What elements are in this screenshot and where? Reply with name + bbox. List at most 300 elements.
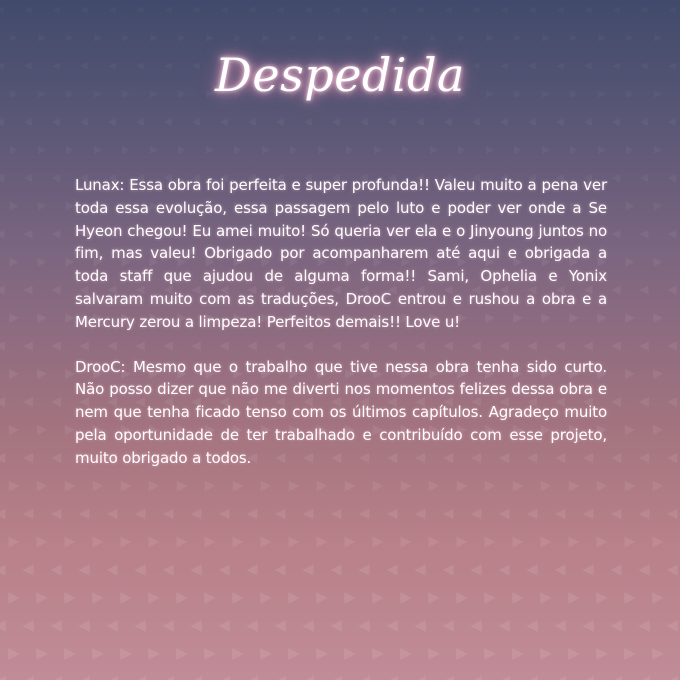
- triangle-pattern-shape: [51, 341, 61, 351]
- triangle-pattern-shape: [638, 676, 650, 680]
- triangle-pattern-shape: [79, 509, 90, 520]
- triangle-pattern-shape: [610, 620, 622, 632]
- triangle-pattern-shape: [10, 146, 18, 154]
- triangle-pattern-shape: [0, 453, 5, 463]
- triangle-pattern-shape: [304, 6, 311, 13]
- triangle-pattern-shape: [626, 202, 635, 211]
- triangle-pattern-shape: [388, 6, 395, 13]
- triangle-pattern-shape: [37, 537, 48, 548]
- triangle-pattern-shape: [64, 648, 76, 660]
- triangle-pattern-shape: [612, 118, 620, 126]
- triangle-pattern-shape: [485, 537, 496, 548]
- triangle-pattern-shape: [541, 537, 552, 548]
- triangle-pattern-shape: [23, 453, 33, 463]
- triangle-pattern-shape: [653, 537, 664, 548]
- triangle-pattern-shape: [177, 537, 188, 548]
- triangle-pattern-shape: [247, 509, 258, 520]
- triangle-pattern-shape: [38, 202, 47, 211]
- message-paragraph-drooc: DrooC: Mesmo que o trabalho que tive nessa obra tenha sido curto. Não posso dizer que não me diverti nos momentos felizes dessa obra e nem que tenha ficado tenso com os últimos capítulos. Agradeço muito pela oportunidade de ter trabalhado e contribuído com esse projeto, muito obrigado a todos.: [75, 357, 607, 467]
- triangle-pattern-shape: [484, 592, 495, 603]
- triangle-pattern-shape: [668, 230, 677, 239]
- triangle-pattern-shape: [65, 425, 75, 435]
- triangle-pattern-shape: [50, 676, 62, 680]
- triangle-pattern-shape: [162, 620, 174, 632]
- triangle-pattern-shape: [640, 230, 649, 239]
- triangle-pattern-shape: [485, 481, 496, 492]
- triangle-pattern-shape: [344, 592, 355, 603]
- triangle-pattern-shape: [303, 509, 314, 520]
- triangle-pattern-shape: [106, 564, 117, 575]
- triangle-pattern-shape: [500, 118, 508, 126]
- triangle-pattern-shape: [36, 592, 47, 603]
- triangle-pattern-shape: [316, 648, 328, 660]
- triangle-pattern-shape: [360, 118, 368, 126]
- triangle-pattern-shape: [640, 6, 647, 13]
- triangle-pattern-shape: [9, 313, 18, 322]
- triangle-pattern-shape: [626, 258, 635, 267]
- triangle-pattern-shape: [332, 118, 340, 126]
- triangle-pattern-shape: [134, 564, 145, 575]
- triangle-pattern-shape: [134, 676, 146, 680]
- triangle-pattern-shape: [330, 564, 341, 575]
- triangle-pattern-shape: [499, 509, 510, 520]
- triangle-pattern-shape: [9, 425, 19, 435]
- triangle-pattern-shape: [80, 6, 87, 13]
- triangle-pattern-shape: [0, 230, 4, 239]
- triangle-pattern-shape: [260, 592, 271, 603]
- triangle-pattern-shape: [205, 481, 216, 492]
- triangle-pattern-shape: [470, 620, 482, 632]
- triangle-pattern-shape: [218, 676, 230, 680]
- triangle-pattern-shape: [302, 620, 314, 632]
- triangle-pattern-shape: [402, 146, 410, 154]
- farewell-message: [75, 174, 607, 470]
- triangle-pattern-shape: [10, 202, 19, 211]
- triangle-pattern-shape: [302, 564, 313, 575]
- triangle-pattern-shape: [500, 6, 507, 13]
- triangle-pattern-shape: [513, 481, 524, 492]
- triangle-pattern-shape: [9, 481, 20, 492]
- triangle-pattern-shape: [106, 620, 118, 632]
- triangle-pattern-shape: [358, 620, 370, 632]
- triangle-pattern-shape: [0, 6, 4, 13]
- triangle-pattern-shape: [442, 564, 453, 575]
- triangle-pattern-shape: [401, 481, 412, 492]
- triangle-pattern-shape: [472, 6, 479, 13]
- triangle-pattern-shape: [204, 648, 216, 660]
- triangle-pattern-shape: [568, 592, 579, 603]
- triangle-pattern-shape: [374, 146, 382, 154]
- triangle-pattern-shape: [345, 537, 356, 548]
- triangle-pattern-shape: [345, 481, 356, 492]
- triangle-pattern-shape: [0, 397, 5, 407]
- triangle-pattern-shape: [569, 481, 580, 492]
- triangle-pattern-shape: [640, 174, 648, 182]
- triangle-pattern-shape: [163, 509, 174, 520]
- triangle-pattern-shape: [121, 481, 132, 492]
- triangle-pattern-shape: [274, 620, 286, 632]
- triangle-pattern-shape: [304, 118, 312, 126]
- triangle-pattern-shape: [206, 146, 214, 154]
- triangle-pattern-shape: [414, 676, 426, 680]
- triangle-pattern-shape: [472, 118, 480, 126]
- triangle-pattern-shape: [415, 509, 426, 520]
- triangle-pattern-shape: [150, 146, 158, 154]
- triangle-pattern-shape: [162, 676, 174, 680]
- triangle-pattern-shape: [190, 620, 202, 632]
- triangle-pattern-shape: [24, 230, 33, 239]
- triangle-pattern-shape: [232, 592, 243, 603]
- triangle-pattern-shape: [612, 174, 620, 182]
- triangle-pattern-shape: [22, 676, 34, 680]
- triangle-pattern-shape: [65, 369, 75, 379]
- triangle-pattern-shape: [653, 481, 664, 492]
- triangle-pattern-shape: [317, 537, 328, 548]
- triangle-pattern-shape: [120, 648, 132, 660]
- triangle-pattern-shape: [92, 592, 103, 603]
- triangle-pattern-shape: [108, 118, 116, 126]
- triangle-pattern-shape: [346, 146, 354, 154]
- triangle-pattern-shape: [289, 537, 300, 548]
- triangle-pattern-shape: [470, 676, 482, 680]
- triangle-pattern-shape: [540, 648, 552, 660]
- triangle-pattern-shape: [639, 285, 648, 294]
- triangle-pattern-shape: [64, 592, 75, 603]
- triangle-pattern-shape: [36, 648, 48, 660]
- triangle-pattern-shape: [10, 258, 19, 267]
- triangle-pattern-shape: [386, 620, 398, 632]
- triangle-pattern-shape: [458, 146, 466, 154]
- triangle-pattern-shape: [554, 564, 565, 575]
- triangle-pattern-shape: [667, 285, 676, 294]
- triangle-pattern-shape: [317, 481, 328, 492]
- triangle-pattern-shape: [416, 6, 423, 13]
- triangle-pattern-shape: [528, 118, 536, 126]
- triangle-pattern-shape: [610, 676, 622, 680]
- triangle-pattern-shape: [52, 118, 60, 126]
- triangle-pattern-shape: [92, 648, 104, 660]
- triangle-pattern-shape: [414, 564, 425, 575]
- triangle-pattern-shape: [668, 118, 676, 126]
- triangle-pattern-shape: [527, 509, 538, 520]
- triangle-pattern-shape: [526, 564, 537, 575]
- triangle-pattern-shape: [219, 509, 230, 520]
- triangle-pattern-shape: [542, 146, 550, 154]
- triangle-pattern-shape: [568, 648, 580, 660]
- triangle-pattern-shape: [234, 146, 242, 154]
- triangle-pattern-shape: [582, 676, 594, 680]
- triangle-pattern-shape: [639, 509, 650, 520]
- triangle-pattern-shape: [248, 118, 256, 126]
- triangle-pattern-shape: [332, 6, 339, 13]
- triangle-pattern-shape: [218, 620, 230, 632]
- triangle-pattern-shape: [106, 676, 118, 680]
- triangle-pattern-shape: [400, 592, 411, 603]
- triangle-pattern-shape: [274, 564, 285, 575]
- triangle-pattern-shape: [638, 564, 649, 575]
- triangle-pattern-shape: [653, 313, 662, 322]
- triangle-pattern-shape: [50, 564, 61, 575]
- triangle-pattern-shape: [401, 537, 412, 548]
- triangle-pattern-shape: [400, 648, 412, 660]
- triangle-pattern-shape: [668, 6, 675, 13]
- triangle-pattern-shape: [526, 620, 538, 632]
- triangle-pattern-shape: [121, 537, 132, 548]
- triangle-pattern-shape: [9, 369, 19, 379]
- triangle-pattern-shape: [457, 481, 468, 492]
- triangle-pattern-shape: [0, 341, 5, 351]
- triangle-pattern-shape: [204, 592, 215, 603]
- triangle-pattern-shape: [625, 481, 636, 492]
- triangle-pattern-shape: [261, 481, 272, 492]
- triangle-pattern-shape: [428, 648, 440, 660]
- triangle-pattern-shape: [597, 537, 608, 548]
- triangle-pattern-shape: [261, 537, 272, 548]
- triangle-pattern-shape: [93, 481, 104, 492]
- triangle-pattern-shape: [484, 648, 496, 660]
- triangle-pattern-shape: [262, 146, 270, 154]
- triangle-pattern-shape: [176, 648, 188, 660]
- triangle-pattern-shape: [65, 481, 76, 492]
- triangle-pattern-shape: [625, 369, 635, 379]
- triangle-pattern-shape: [570, 146, 578, 154]
- triangle-pattern-shape: [190, 564, 201, 575]
- triangle-pattern-shape: [358, 564, 369, 575]
- triangle-pattern-shape: [38, 258, 47, 267]
- triangle-pattern-shape: [66, 202, 75, 211]
- triangle-pattern-shape: [442, 676, 454, 680]
- triangle-pattern-shape: [582, 564, 593, 575]
- triangle-pattern-shape: [289, 481, 300, 492]
- triangle-pattern-shape: [654, 258, 663, 267]
- triangle-pattern-shape: [51, 285, 60, 294]
- triangle-pattern-shape: [388, 118, 396, 126]
- triangle-pattern-shape: [358, 676, 370, 680]
- triangle-pattern-shape: [611, 285, 620, 294]
- triangle-pattern-shape: [416, 118, 424, 126]
- triangle-pattern-shape: [359, 509, 370, 520]
- triangle-pattern-shape: [429, 481, 440, 492]
- triangle-pattern-shape: [596, 648, 608, 660]
- message-paragraph-lunax: Lunax: Essa obra foi perfeita e super profunda!! Valeu muito a pena ver toda essa evolução, essa passagem pelo luto e poder ver onde a Se Hyeon chegou! Eu amei muito! Só queria ver ela e o Jinyoung juntos no fim, mas valeu! Obrigado por acompanharem até aqui e obrigada a toda staff que ajudou de alguma forma!! Sami, Ophelia e Yonix salvaram muito com as traduções, DrooC entrou e rushou a obra e a Mercury zerou a limpeza! Perfeitos demais!! Love u!: [75, 176, 607, 331]
- triangle-pattern-shape: [52, 6, 59, 13]
- triangle-pattern-shape: [37, 369, 47, 379]
- triangle-pattern-shape: [122, 146, 130, 154]
- triangle-pattern-shape: [302, 676, 314, 680]
- triangle-pattern-shape: [442, 620, 454, 632]
- triangle-pattern-shape: [498, 620, 510, 632]
- triangle-pattern-shape: [639, 397, 649, 407]
- triangle-pattern-shape: [611, 453, 621, 463]
- triangle-pattern-shape: [444, 6, 451, 13]
- triangle-pattern-shape: [625, 425, 635, 435]
- triangle-pattern-shape: [624, 648, 636, 660]
- triangle-pattern-shape: [149, 537, 160, 548]
- triangle-pattern-shape: [23, 397, 33, 407]
- triangle-pattern-shape: [471, 509, 482, 520]
- triangle-pattern-shape: [512, 648, 524, 660]
- triangle-pattern-shape: [78, 564, 89, 575]
- triangle-pattern-shape: [50, 620, 62, 632]
- triangle-pattern-shape: [37, 425, 47, 435]
- triangle-pattern-shape: [192, 118, 200, 126]
- triangle-pattern-shape: [24, 174, 32, 182]
- triangle-pattern-shape: [149, 481, 160, 492]
- triangle-pattern-shape: [288, 592, 299, 603]
- triangle-pattern-shape: [555, 509, 566, 520]
- triangle-pattern-shape: [136, 118, 144, 126]
- triangle-pattern-shape: [372, 592, 383, 603]
- triangle-pattern-shape: [667, 453, 677, 463]
- triangle-pattern-shape: [66, 258, 75, 267]
- triangle-pattern-shape: [22, 564, 33, 575]
- triangle-pattern-shape: [78, 676, 90, 680]
- triangle-pattern-shape: [176, 592, 187, 603]
- triangle-pattern-shape: [8, 648, 20, 660]
- triangle-pattern-shape: [526, 676, 538, 680]
- triangle-pattern-shape: [177, 481, 188, 492]
- triangle-pattern-shape: [290, 146, 298, 154]
- triangle-pattern-shape: [653, 369, 663, 379]
- triangle-pattern-shape: [80, 118, 88, 126]
- triangle-pattern-shape: [0, 564, 6, 575]
- triangle-pattern-shape: [37, 481, 48, 492]
- triangle-pattern-shape: [190, 676, 202, 680]
- triangle-pattern-shape: [23, 341, 33, 351]
- triangle-pattern-shape: [556, 118, 564, 126]
- triangle-pattern-shape: [652, 592, 663, 603]
- triangle-pattern-shape: [640, 118, 648, 126]
- triangle-pattern-shape: [667, 509, 678, 520]
- triangle-pattern-shape: [0, 174, 4, 182]
- triangle-pattern-shape: [246, 620, 258, 632]
- triangle-pattern-shape: [666, 676, 678, 680]
- triangle-pattern-shape: [136, 6, 143, 13]
- triangle-pattern-shape: [274, 676, 286, 680]
- triangle-pattern-shape: [22, 620, 34, 632]
- triangle-pattern-shape: [514, 146, 522, 154]
- triangle-pattern-shape: [344, 648, 356, 660]
- triangle-pattern-shape: [598, 146, 606, 154]
- triangle-pattern-shape: [556, 6, 563, 13]
- triangle-pattern-shape: [220, 118, 228, 126]
- triangle-pattern-shape: [52, 174, 60, 182]
- triangle-pattern-shape: [666, 564, 677, 575]
- triangle-pattern-shape: [0, 285, 5, 294]
- triangle-pattern-shape: [624, 592, 635, 603]
- triangle-pattern-shape: [625, 313, 634, 322]
- triangle-pattern-shape: [134, 620, 146, 632]
- triangle-pattern-shape: [330, 620, 342, 632]
- triangle-pattern-shape: [248, 6, 255, 13]
- triangle-pattern-shape: [430, 146, 438, 154]
- triangle-pattern-shape: [666, 620, 678, 632]
- triangle-pattern-shape: [260, 648, 272, 660]
- triangle-pattern-shape: [218, 564, 229, 575]
- triangle-pattern-shape: [220, 6, 227, 13]
- triangle-pattern-shape: [611, 397, 621, 407]
- triangle-pattern-shape: [135, 509, 146, 520]
- triangle-pattern-shape: [51, 397, 61, 407]
- triangle-pattern-shape: [625, 537, 636, 548]
- triangle-pattern-shape: [668, 174, 676, 182]
- triangle-pattern-shape: [148, 648, 160, 660]
- triangle-pattern-shape: [37, 313, 46, 322]
- triangle-pattern-shape: [233, 537, 244, 548]
- triangle-pattern-shape: [8, 592, 19, 603]
- triangle-pattern-shape: [288, 648, 300, 660]
- triangle-pattern-shape: [612, 230, 621, 239]
- triangle-pattern-shape: [78, 620, 90, 632]
- triangle-pattern-shape: [667, 397, 677, 407]
- triangle-pattern-shape: [360, 6, 367, 13]
- triangle-pattern-shape: [428, 592, 439, 603]
- triangle-pattern-shape: [93, 537, 104, 548]
- triangle-pattern-shape: [276, 6, 283, 13]
- triangle-pattern-shape: [456, 648, 468, 660]
- triangle-pattern-shape: [611, 341, 621, 351]
- triangle-pattern-shape: [246, 564, 257, 575]
- triangle-pattern-shape: [554, 620, 566, 632]
- triangle-pattern-shape: [654, 146, 662, 154]
- triangle-pattern-shape: [569, 537, 580, 548]
- triangle-pattern-shape: [51, 509, 62, 520]
- triangle-pattern-shape: [639, 453, 649, 463]
- triangle-pattern-shape: [626, 146, 634, 154]
- triangle-pattern-shape: [232, 648, 244, 660]
- triangle-pattern-shape: [148, 592, 159, 603]
- triangle-pattern-shape: [316, 592, 327, 603]
- triangle-pattern-shape: [94, 146, 102, 154]
- triangle-pattern-shape: [456, 592, 467, 603]
- triangle-pattern-shape: [498, 676, 510, 680]
- triangle-pattern-shape: [639, 341, 649, 351]
- triangle-pattern-shape: [318, 146, 326, 154]
- triangle-pattern-shape: [162, 564, 173, 575]
- triangle-pattern-shape: [65, 313, 74, 322]
- triangle-pattern-shape: [429, 537, 440, 548]
- triangle-pattern-shape: [554, 676, 566, 680]
- triangle-pattern-shape: [513, 537, 524, 548]
- triangle-pattern-shape: [191, 509, 202, 520]
- triangle-pattern-shape: [0, 118, 4, 126]
- triangle-pattern-shape: [540, 592, 551, 603]
- triangle-pattern-shape: [654, 202, 663, 211]
- triangle-pattern-shape: [246, 676, 258, 680]
- triangle-pattern-shape: [107, 509, 118, 520]
- triangle-pattern-shape: [65, 537, 76, 548]
- triangle-pattern-shape: [486, 146, 494, 154]
- triangle-pattern-shape: [233, 481, 244, 492]
- triangle-pattern-shape: [0, 509, 5, 520]
- triangle-pattern-shape: [51, 453, 61, 463]
- triangle-pattern-shape: [528, 6, 535, 13]
- triangle-pattern-shape: [498, 564, 509, 575]
- triangle-pattern-shape: [457, 537, 468, 548]
- triangle-pattern-shape: [205, 537, 216, 548]
- triangle-pattern-shape: [470, 564, 481, 575]
- triangle-pattern-shape: [512, 592, 523, 603]
- page-title: Despedida: [215, 48, 465, 102]
- triangle-pattern-shape: [414, 620, 426, 632]
- triangle-pattern-shape: [24, 118, 32, 126]
- triangle-pattern-shape: [372, 648, 384, 660]
- triangle-pattern-shape: [387, 509, 398, 520]
- triangle-pattern-shape: [443, 509, 454, 520]
- triangle-pattern-shape: [667, 341, 677, 351]
- triangle-pattern-shape: [596, 592, 607, 603]
- triangle-pattern-shape: [52, 230, 61, 239]
